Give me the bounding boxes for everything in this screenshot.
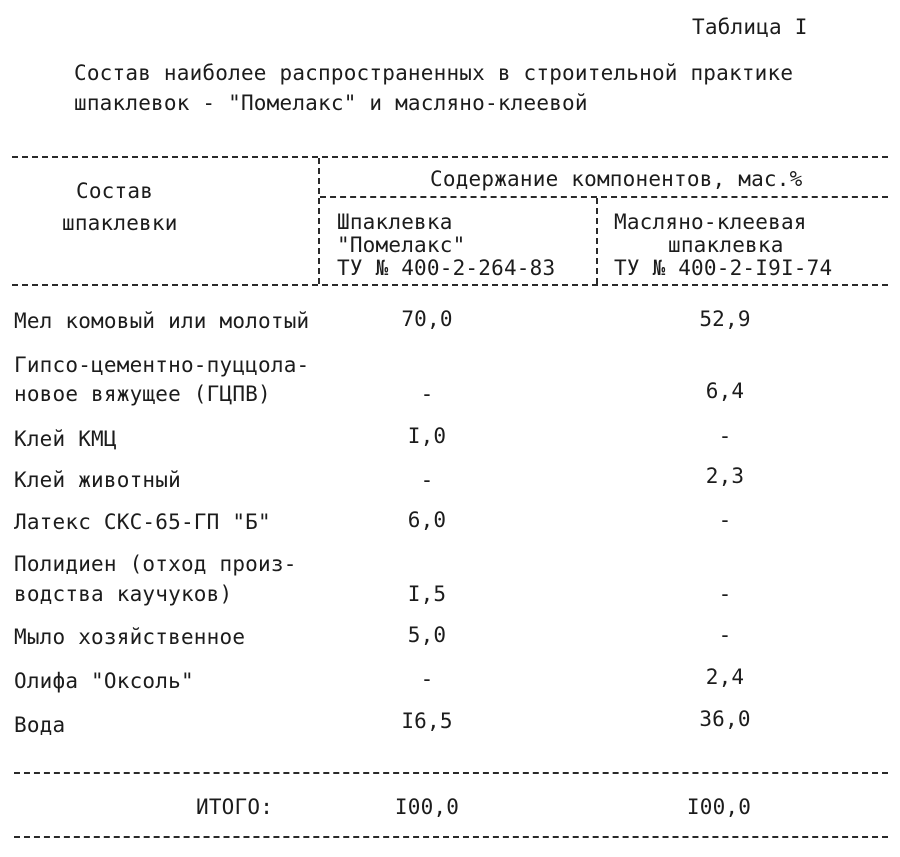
table-caption: Таблица I	[692, 15, 808, 39]
row-binder-label-line-1: Гипсо-цементно-пуццола-	[14, 353, 310, 377]
total-label: ИТОГО:	[196, 795, 274, 819]
header-divider-left	[318, 158, 320, 284]
row-soap-pomelaks-value: 5,0	[407, 623, 447, 647]
row-kmc-glue-pomelaks-value: I,0	[407, 424, 447, 448]
table-bottom-rule	[14, 836, 888, 838]
row-drying-oil-pomelaks-value: -	[420, 667, 434, 691]
row-chalk-pomelaks-value: 70,0	[401, 307, 453, 331]
row-polydiene-pomelaks-value: I,5	[407, 582, 447, 606]
row-drying-oil-label: Олифа "Оксоль"	[14, 669, 194, 693]
row-latex-label: Латекс СКС-65-ГП "Б"	[14, 510, 271, 534]
row-latex-pomelaks-value: 6,0	[407, 508, 447, 532]
row-binder-label-line-2: новое вяжущее (ГЦПВ)	[14, 382, 271, 406]
total-top-rule	[14, 772, 888, 774]
row-binder-pomelaks-value: -	[420, 382, 434, 406]
header-composition-line-2: шпаклевки	[62, 211, 178, 235]
row-polydiene-label-line-1: Полидиен (отход произ-	[14, 552, 297, 576]
header-col2-line-1: Масляно-клеевая	[614, 210, 807, 234]
header-col1-line-2: "Помелакс"	[337, 233, 466, 257]
row-chalk-oil-glue-value: 52,9	[699, 307, 751, 331]
row-latex-oil-glue-value: -	[718, 508, 732, 532]
header-col1-line-3: ТУ № 400-2-264-83	[337, 256, 556, 280]
row-water-oil-glue-value: 36,0	[699, 707, 751, 731]
row-kmc-glue-oil-glue-value: -	[718, 424, 732, 448]
header-content-title: Содержание компонентов, мас.%	[430, 167, 803, 191]
row-polydiene-label-line-2: водства каучуков)	[14, 582, 233, 606]
header-col2-line-2: шпаклевка	[668, 233, 784, 257]
content-header-rule	[320, 196, 888, 198]
row-kmc-glue-label: Клей КМЦ	[14, 427, 117, 451]
row-binder-oil-glue-value: 6,4	[705, 379, 745, 403]
total-oil-glue-value: I00,0	[686, 795, 752, 819]
header-bottom-rule	[12, 284, 888, 286]
row-animal-glue-oil-glue-value: 2,3	[705, 464, 745, 488]
row-polydiene-oil-glue-value: -	[718, 582, 732, 606]
header-composition-line-1: Состав	[76, 179, 154, 203]
row-chalk-label: Мел комовый или молотый	[14, 309, 310, 333]
row-animal-glue-pomelaks-value: -	[420, 468, 434, 492]
row-soap-label: Мыло хозяйственное	[14, 625, 246, 649]
table-title-line-2: шпаклевок - "Помелакс" и масляно-клеевой	[74, 91, 588, 115]
row-animal-glue-label: Клей животный	[14, 468, 181, 492]
total-pomelaks-value: I00,0	[394, 795, 460, 819]
row-water-label: Вода	[14, 713, 66, 737]
table-title-line-1: Состав наиболее распространенных в строительной практике	[74, 61, 794, 85]
header-divider-middle	[596, 198, 598, 284]
row-soap-oil-glue-value: -	[718, 623, 732, 647]
table-top-rule	[12, 156, 888, 158]
row-water-pomelaks-value: I6,5	[401, 709, 453, 733]
header-col2-line-3: ТУ № 400-2-I9I-74	[614, 256, 833, 280]
row-drying-oil-oil-glue-value: 2,4	[705, 665, 745, 689]
header-col1-line-1: Шпаклевка	[337, 210, 453, 234]
